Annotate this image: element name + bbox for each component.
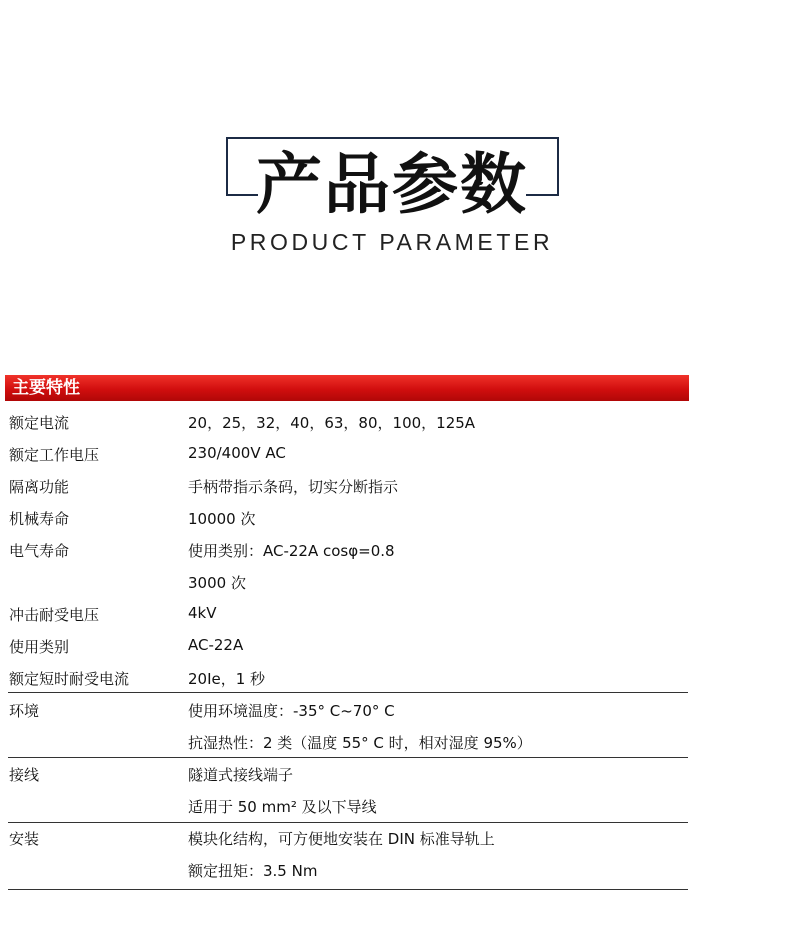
spec-value: 隧道式接线端子 [188, 766, 294, 784]
spec-row [0, 438, 690, 470]
spec-value: 手柄带指示条码，切实分断指示 [188, 478, 399, 496]
section-divider [8, 692, 688, 693]
spec-key: 冲击耐受电压 [9, 606, 100, 624]
spec-value: 4kV [188, 604, 217, 622]
spec-value: 20Ie，1 秒 [188, 670, 266, 688]
spec-row [0, 470, 690, 502]
spec-row [0, 534, 690, 566]
spec-key: 额定短时耐受电流 [9, 670, 130, 688]
spec-key: 安装 [9, 830, 40, 848]
spec-key: 额定电流 [9, 414, 70, 432]
spec-key: 机械寿命 [9, 510, 70, 528]
spec-key: 额定工作电压 [9, 446, 100, 464]
table-bottom-rule [8, 889, 688, 890]
page-title: 产品参数 [256, 146, 528, 223]
spec-key: 隔离功能 [9, 478, 70, 496]
spec-value: 模块化结构，可方便地安装在 DIN 标准导轨上 [188, 830, 495, 848]
spec-key: 电气寿命 [9, 542, 70, 560]
title-frame-top [226, 137, 559, 139]
spec-value: 额定扭矩：3.5 Nm [188, 862, 318, 880]
spec-value: 10000 次 [188, 510, 256, 528]
spec-value: 20，25，32，40，63，80，100，125A [188, 414, 476, 432]
spec-value: 适用于 50 mm² 及以下导线 [188, 798, 377, 816]
spec-row [0, 854, 690, 886]
spec-key: 接线 [9, 766, 40, 784]
spec-row [0, 406, 690, 438]
spec-key: 使用类别 [9, 638, 70, 656]
spec-key: 环境 [9, 702, 40, 720]
spec-row [0, 662, 690, 694]
section-header: 主要特性 [5, 375, 689, 401]
spec-value: 使用类别：AC-22A cosφ=0.8 [188, 542, 395, 560]
spec-row [0, 630, 690, 662]
spec-row [0, 758, 690, 790]
spec-value: 抗湿热性：2 类（温度 55° C 时，相对湿度 95%） [188, 734, 532, 752]
spec-value: 230/400V AC [188, 444, 286, 462]
spec-row [0, 502, 690, 534]
page-subtitle: PRODUCT PARAMETER [230, 229, 554, 255]
spec-row [0, 822, 690, 854]
spec-row [0, 598, 690, 630]
spec-row [0, 566, 690, 598]
spec-value: 使用环境温度：-35° C~70° C [188, 702, 395, 720]
spec-value: 3000 次 [188, 574, 246, 592]
spec-row [0, 790, 690, 822]
spec-value: AC-22A [188, 636, 244, 654]
spec-row [0, 694, 690, 726]
spec-row [0, 726, 690, 758]
